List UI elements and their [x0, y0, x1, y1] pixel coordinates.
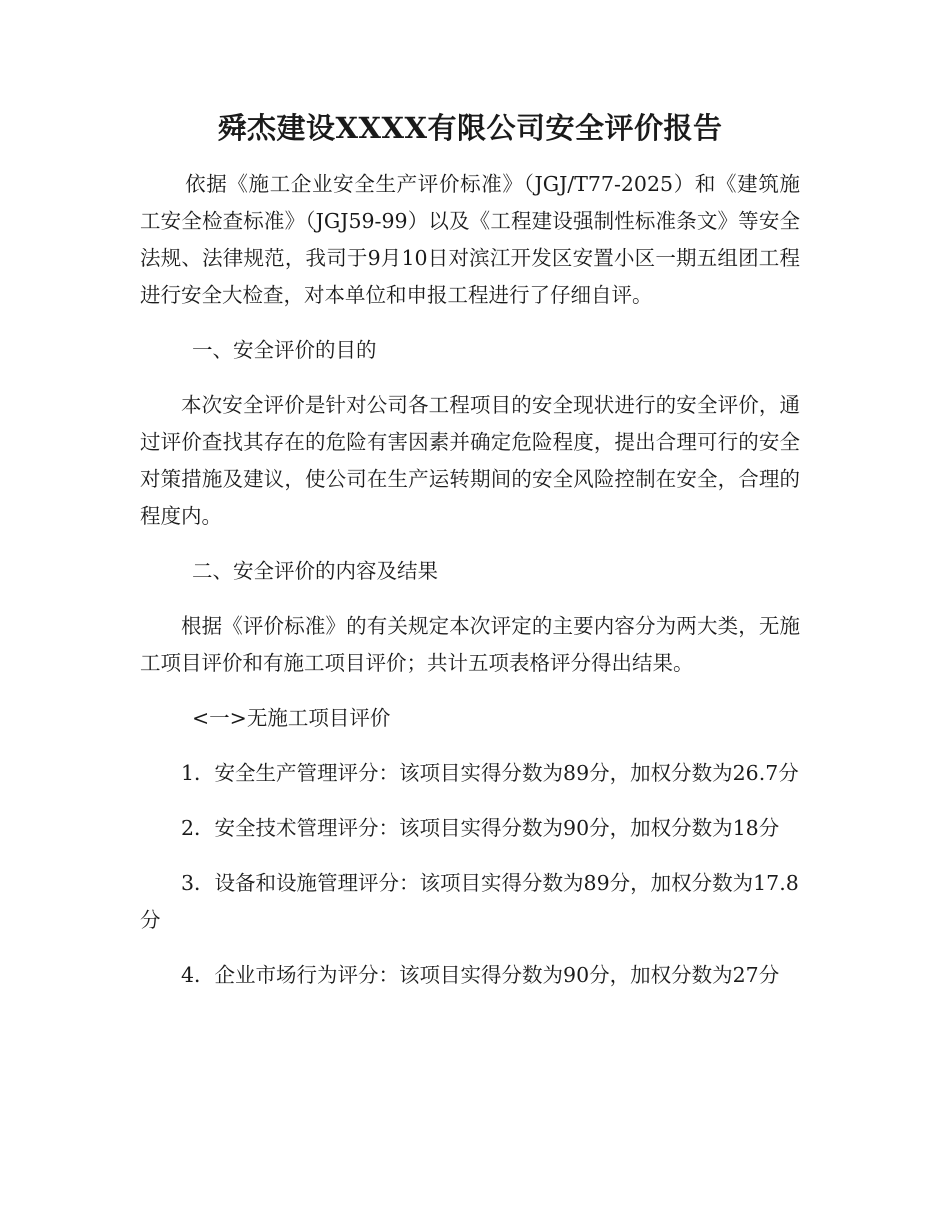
subsection1-heading: <一>无施工项目评价 — [192, 706, 391, 730]
intro-paragraph: 依据《施工企业安全生产评价标准》（JGJ/T77-2025）和《建筑施工安全检查标准》（JGJ59-99）以及《工程建设强制性标准条文》等安全法规、法律规范，我司于9月10日对滨江开发区安置小区一期五组团工程进行安全大检查，对本单位和申报工程进行了仔细自评。 — [140, 172, 800, 307]
score-item-1: 1．安全生产管理评分：该项目实得分数为89分，加权分数为26.7分 — [181, 761, 799, 785]
section2-heading: 二、安全评价的内容及结果 — [192, 559, 438, 583]
section1-body: 本次安全评价是针对公司各工程项目的安全现状进行的安全评价，通过评价查找其存在的危险有害因素并确定危险程度，提出合理可行的安全对策措施及建议，使公司在生产运转期间的安全风险控制在安全，合理的程度内。 — [140, 393, 800, 528]
spacer — [140, 314, 800, 332]
score-item-4: 4．企业市场行为评分：该项目实得分数为90分，加权分数为27分 — [181, 963, 780, 987]
spacer — [140, 847, 800, 865]
spacer — [140, 535, 800, 553]
spacer — [140, 939, 800, 957]
document-page — [140, 108, 800, 994]
spacer — [140, 682, 800, 700]
spacer — [140, 737, 800, 755]
document-title: 舜杰建设XXXX有限公司安全评价报告 — [217, 111, 723, 145]
score-item-3: 3．设备和设施管理评分：该项目实得分数为89分，加权分数为17.8分 — [140, 871, 799, 932]
section2-body: 根据《评价标准》的有关规定本次评定的主要内容分为两大类，无施工项目评价和有施工项目评价；共计五项表格评分得出结果。 — [140, 614, 800, 675]
score-item-2: 2．安全技术管理评分：该项目实得分数为90分，加权分数为18分 — [181, 816, 780, 840]
spacer — [140, 792, 800, 810]
section1-heading: 一、安全评价的目的 — [192, 338, 377, 362]
spacer — [140, 590, 800, 608]
spacer — [140, 369, 800, 387]
